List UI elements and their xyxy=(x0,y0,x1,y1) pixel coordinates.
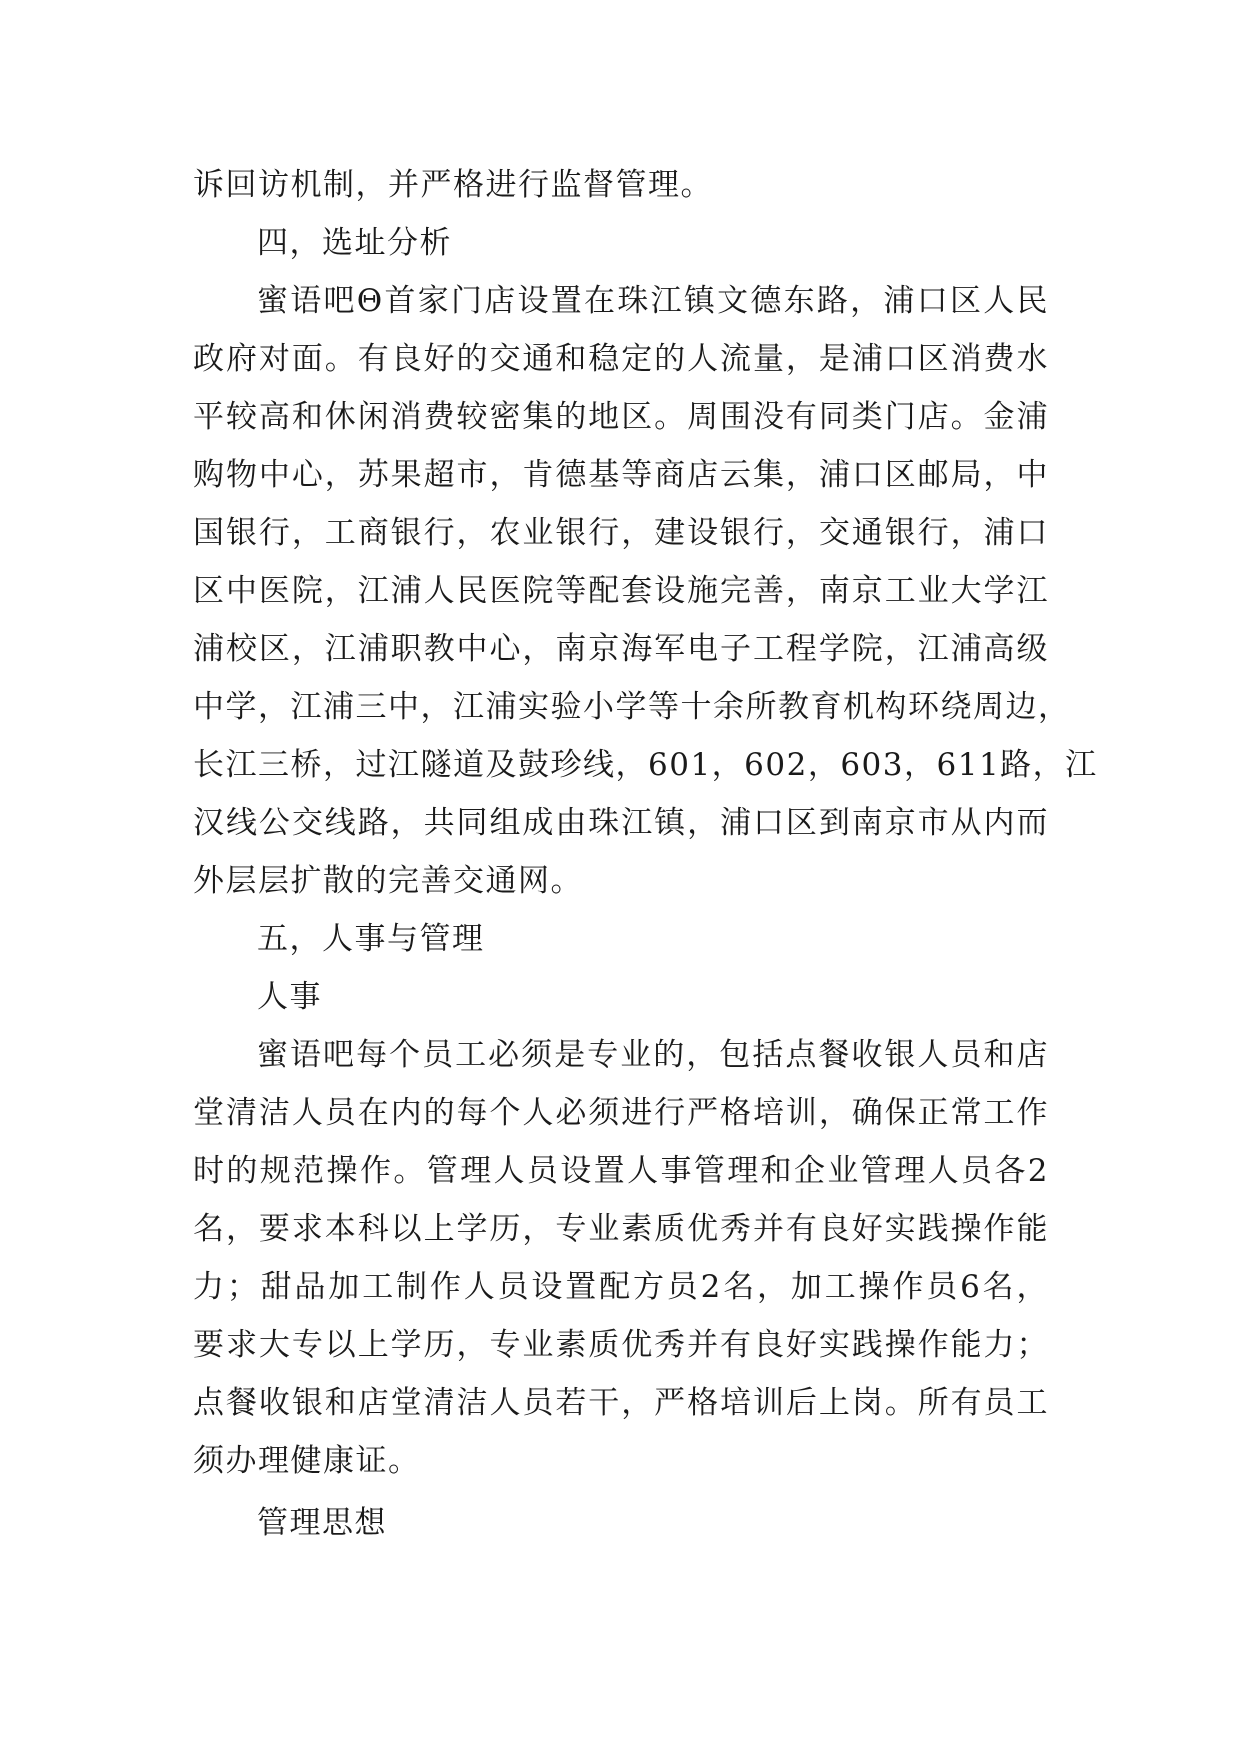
site-analysis-paragraph xyxy=(193,272,1098,910)
paragraph-line: 名，要求本科以上学历，专业素质优秀并有良好实践操作能 xyxy=(193,1211,1049,1247)
paragraph-line: 时的规范操作。管理人员设置人事管理和企业管理人员各2 xyxy=(193,1153,1049,1189)
paragraph-line: 购物中心，苏果超市，肯德基等商店云集，浦口区邮局，中 xyxy=(193,457,1049,493)
management-thinking-subheading: 管理思想 xyxy=(257,1505,387,1541)
personnel-paragraph xyxy=(193,1026,1049,1490)
paragraph-line: 浦校区，江浦职教中心，南京海军电子工程学院，江浦高级 xyxy=(193,631,1049,667)
section-four-heading: 四，选址分析 xyxy=(257,225,452,261)
paragraph-line: 堂清洁人员在内的每个人必须进行严格培训，确保正常工作 xyxy=(193,1095,1049,1131)
complaint-followup-tail: 诉回访机制，并严格进行监督管理。 xyxy=(193,167,713,203)
paragraph-line: 中学，江浦三中，江浦实验小学等十余所教育机构环绕周边， xyxy=(193,689,1071,725)
paragraph-line: 须办理健康证。 xyxy=(193,1443,421,1479)
document-body xyxy=(193,156,1098,1552)
paragraph-line: 政府对面。有良好的交通和稳定的人流量，是浦口区消费水 xyxy=(193,341,1049,377)
paragraph-line: 长江三桥，过江隧道及鼓珍线，601，602，603，611路，江 xyxy=(193,747,1098,783)
paragraph-line: 点餐收银和店堂清洁人员若干，严格培训后上岗。所有员工 xyxy=(193,1385,1049,1421)
paragraph-line: 蜜语吧每个员工必须是专业的，包括点餐收银人员和店 xyxy=(257,1037,1049,1073)
paragraph-line: 国银行，工商银行，农业银行，建设银行，交通银行，浦口 xyxy=(193,515,1049,551)
paragraph-line: 力；甜品加工制作人员设置配方员2名，加工操作员6名， xyxy=(193,1269,1049,1305)
paragraph-line: 汉线公交线路，共同组成由珠江镇，浦口区到南京市从内而 xyxy=(193,805,1049,841)
paragraph-line: 蜜语吧Θ首家门店设置在珠江镇文德东路，浦口区人民 xyxy=(257,283,1049,319)
paragraph-line: 区中医院，江浦人民医院等配套设施完善，南京工业大学江 xyxy=(193,573,1049,609)
paragraph-line: 要求大专以上学历，专业素质优秀并有良好实践操作能力； xyxy=(193,1327,1049,1363)
paragraph-line: 外层层扩散的完善交通网。 xyxy=(193,863,583,899)
paragraph-line: 平较高和休闲消费较密集的地区。周围没有同类门店。金浦 xyxy=(193,399,1049,435)
personnel-subheading: 人事 xyxy=(257,979,322,1015)
section-five-heading: 五，人事与管理 xyxy=(257,921,485,957)
